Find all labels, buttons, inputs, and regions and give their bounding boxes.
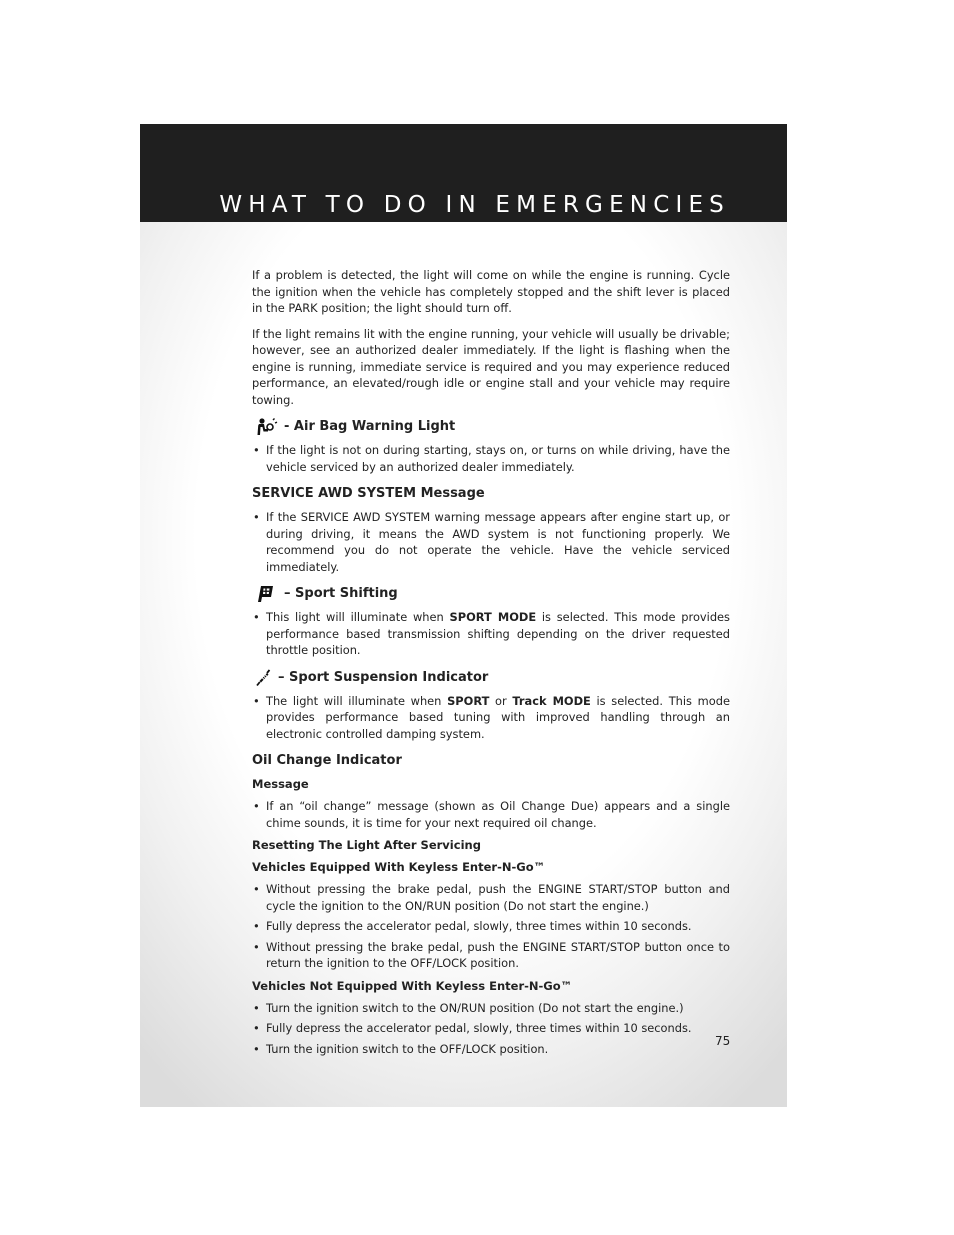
keyword: SPORT: [447, 693, 490, 708]
list-item: • If an “oil change” message (shown as Oil Change Due) appears and a single chime sounds, it is time for your next required oil change.: [252, 798, 730, 831]
list-item: [252, 609, 730, 659]
list-item: • If the SERVICE AWD SYSTEM warning message appears after engine start up, or during driving, it means the AWD system is not functioning properly. We recommend you do not operate the vehicle. Have the vehicle serviced immediately.: [252, 509, 730, 575]
keyword: SPORT MODE: [449, 610, 537, 624]
subheading-message: Message: [252, 777, 309, 791]
section-title: - Air Bag Warning Light: [284, 419, 456, 434]
section-sport-suspension-heading: [252, 669, 730, 687]
subheading-keyless: Vehicles Equipped With Keyless Enter-N-Go™: [252, 860, 546, 874]
list-item: • Turn the ignition switch to the OFF/LOCK position.: [252, 1041, 730, 1058]
list-item: • Fully depress the accelerator pedal, slowly, three times within 10 seconds.: [252, 1020, 730, 1037]
sport-suspension-icon: [256, 669, 272, 687]
list-item: • Without pressing the brake pedal, push the ENGINE START/STOP button and cycle the ignition to the ON/RUN position (Do not start the engine.): [252, 881, 730, 914]
bullet-text: or: [489, 693, 513, 708]
bullet-text: is selected. This mode provides performance based tuning with improved handling through an electronic controlled damping system.: [266, 693, 730, 741]
page-number: 75: [715, 1034, 731, 1048]
section-oil-heading: Oil Change Indicator: [252, 753, 402, 768]
bullet-list: [252, 881, 730, 972]
bullet-text: The light will illuminate when: [266, 693, 448, 708]
header-title: WHAT TO DO IN EMERGENCIES: [219, 192, 730, 218]
bullet-text: is selected. This mode provides performance based transmission shifting depending on the driver requested throttle position.: [266, 610, 730, 657]
list-item: [252, 693, 730, 743]
section-title: – Sport Shifting: [284, 586, 398, 601]
airbag-warning-icon: [256, 418, 278, 436]
subheading-reset: Resetting The Light After Servicing: [252, 838, 481, 852]
bullet-list: [252, 693, 730, 743]
page-content: [252, 267, 730, 1063]
list-item: • Fully depress the accelerator pedal, slowly, three times within 10 seconds.: [252, 918, 730, 935]
bullet-list: [252, 798, 730, 831]
section-sport-shift-heading: [252, 585, 730, 603]
list-item: • Without pressing the brake pedal, push the ENGINE START/STOP button once to return the ignition to the OFF/LOCK position.: [252, 939, 730, 972]
sport-shift-icon: [256, 585, 278, 603]
bullet-list: [252, 442, 730, 475]
manual-page: [140, 124, 787, 1107]
bullet-list: [252, 509, 730, 575]
bullet-text: This light will illuminate when: [266, 610, 450, 624]
bullet-list: [252, 609, 730, 659]
paragraph: If the light remains lit with the engine running, your vehicle will usually be drivable; however, see an authorized dealer immediately. If the light is flashing when the engine is running, immediate service is required and you may experience reduced performance, an elevated/rough idle or engine stall and your vehicle may require towing.: [252, 326, 730, 407]
section-airbag-heading: [252, 418, 730, 436]
section-awd-heading: SERVICE AWD SYSTEM Message: [252, 486, 485, 501]
bullet-list: [252, 1000, 730, 1058]
subheading-non-keyless: Vehicles Not Equipped With Keyless Enter-N-Go™: [252, 978, 573, 993]
paragraph: If a problem is detected, the light will come on while the engine is running. Cycle the ignition when the vehicle has completely stopped and the shift lever is placed in the PARK position; the light should turn off.: [252, 268, 730, 315]
list-item: • If the light is not on during starting, stays on, or turns on while driving, have the vehicle serviced by an authorized dealer immediately.: [252, 442, 730, 475]
keyword: Track MODE: [512, 693, 591, 708]
page-header: [140, 124, 787, 222]
section-title: – Sport Suspension Indicator: [278, 669, 489, 685]
list-item: • Turn the ignition switch to the ON/RUN position (Do not start the engine.): [252, 1000, 730, 1017]
